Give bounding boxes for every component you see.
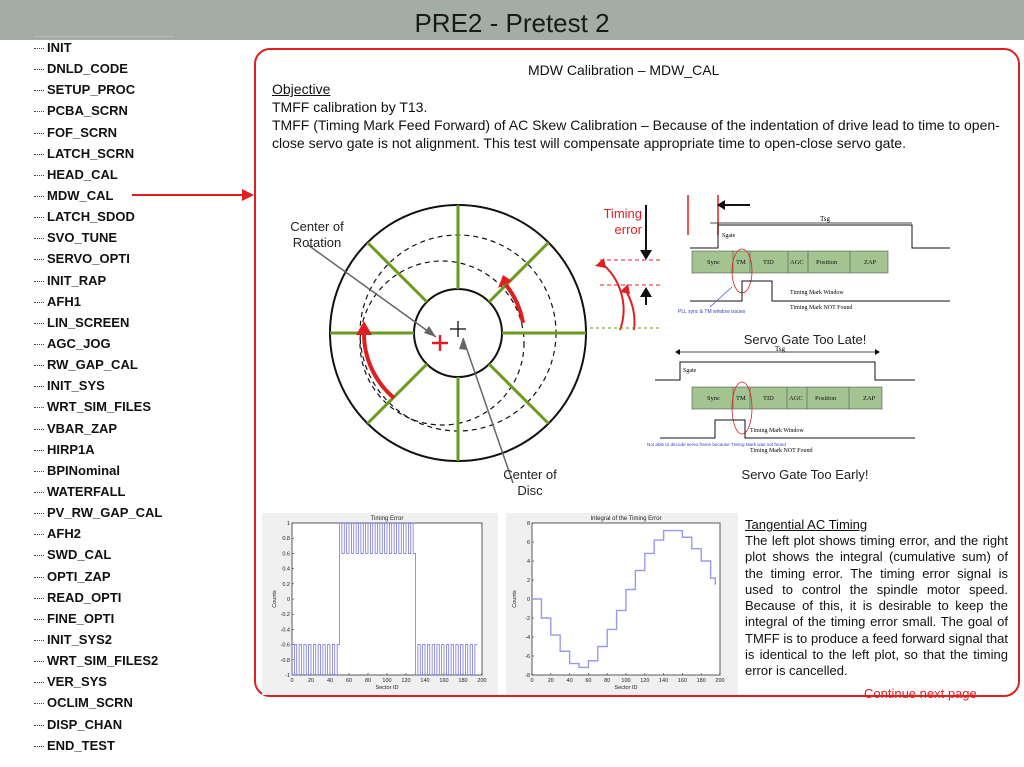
y-tick-label: -0.2 xyxy=(280,612,290,619)
y-tick-label: -4 xyxy=(525,635,530,641)
tree-dots xyxy=(34,598,44,599)
step-item xyxy=(34,502,174,523)
not-found-label: Timing Mark NOT Found xyxy=(750,448,813,454)
sgate-label: Sgate xyxy=(722,233,736,239)
tree-dots xyxy=(34,365,44,366)
step-item xyxy=(34,629,174,650)
x-tick-label: 120 xyxy=(401,678,411,684)
sgate-label: Sgate xyxy=(683,368,697,374)
y-tick-label: -6 xyxy=(525,654,530,660)
y-tick-label: 0.8 xyxy=(282,536,290,543)
label-center-rotation: Center of Rotation xyxy=(290,219,344,250)
tree-dots xyxy=(34,259,44,260)
x-tick-label: 80 xyxy=(604,678,611,684)
step-item xyxy=(34,481,174,502)
y-tick-label: -0.8 xyxy=(280,657,290,664)
step-item xyxy=(34,143,174,164)
tree-dots xyxy=(34,90,44,91)
step-label: INIT_SYS xyxy=(47,378,105,394)
step-item xyxy=(34,248,174,269)
step-item xyxy=(34,79,174,100)
section-heading: MDW Calibration – MDW_CAL xyxy=(528,62,720,78)
x-tick-label: 140 xyxy=(420,678,430,684)
step-label: MDW_CAL xyxy=(47,187,114,203)
field-sync: Sync xyxy=(707,395,720,402)
field-tm: TM xyxy=(736,259,746,266)
x-tick-label: 40 xyxy=(326,678,334,684)
note-label: PLL sync & TM window issues xyxy=(678,309,746,315)
step-item xyxy=(34,122,174,143)
y-tick-label: 0.2 xyxy=(282,581,290,588)
tree-dots xyxy=(34,703,44,704)
step-label: RW_GAP_CAL xyxy=(47,357,138,373)
y-tick-label: 0.6 xyxy=(282,551,290,558)
x-tick-label: 40 xyxy=(566,678,573,684)
tree-dots xyxy=(34,407,44,408)
step-label: PV_RW_GAP_CAL xyxy=(47,505,163,521)
tsg-label: Tsg xyxy=(775,345,786,353)
tree-dots xyxy=(34,429,44,430)
field-position: Position xyxy=(815,395,837,402)
y-tick-label: 0 xyxy=(286,597,290,603)
step-label: WATERFALL xyxy=(47,483,126,499)
step-label: OCLIM_SCRN xyxy=(47,695,133,711)
step-item xyxy=(34,37,174,58)
step-item xyxy=(34,523,174,544)
caption-too-early: Servo Gate Too Early! xyxy=(741,467,869,482)
step-item xyxy=(34,544,174,565)
tsg-label: Tsg xyxy=(820,215,831,223)
field-agc: AGC xyxy=(790,259,804,266)
x-tick-label: 60 xyxy=(585,678,592,684)
step-pointer-arrow xyxy=(130,188,260,202)
waveform-top xyxy=(650,195,1010,325)
y-tick-label: -1 xyxy=(285,673,290,679)
x-tick-label: 180 xyxy=(458,678,468,684)
x-tick-label: 160 xyxy=(677,678,687,684)
window-label: Timing Mark Window xyxy=(750,428,804,434)
field-tm: TM xyxy=(736,395,746,402)
x-tick-label: 200 xyxy=(715,678,725,684)
x-tick-label: 200 xyxy=(477,678,487,684)
step-label: END_TEST xyxy=(47,737,115,753)
step-label: WRT_SIM_FILES2 xyxy=(47,653,159,669)
field-position: Position xyxy=(816,259,838,266)
y-axis-label: Counts xyxy=(512,590,518,608)
chart-title: Integral of the Timing Error xyxy=(590,516,662,522)
step-label: SVO_TUNE xyxy=(47,230,118,246)
step-label: SETUP_PROC xyxy=(47,82,136,98)
tree-dots xyxy=(34,154,44,155)
tree-dots xyxy=(34,217,44,218)
label-timing-error: Timing error xyxy=(603,206,642,237)
x-tick-label: 20 xyxy=(547,678,554,684)
y-tick-label: -2 xyxy=(525,616,530,622)
step-item xyxy=(34,333,174,354)
step-item xyxy=(34,227,174,248)
x-tick-label: 100 xyxy=(382,678,392,684)
step-label: INIT_RAP xyxy=(47,272,107,288)
tree-dots xyxy=(34,450,44,451)
objective-text: TMFF calibration by T13. TMFF (Timing Mark Feed Forward) of AC Skew Calibration – Because of the indentation of drive lead to time to open-close servo gate is not alignment. This test will compensate appropriate time to open-close servo gate. xyxy=(272,99,1000,151)
y-tick-label: -0.4 xyxy=(280,627,290,634)
step-list xyxy=(34,36,174,756)
step-item xyxy=(34,354,174,375)
tree-dots xyxy=(34,682,44,683)
step-label: AGC_JOG xyxy=(47,335,111,351)
step-item xyxy=(34,396,174,417)
tree-dots xyxy=(34,471,44,472)
step-item xyxy=(34,291,174,312)
step-item xyxy=(34,270,174,291)
x-tick-label: 160 xyxy=(439,678,449,684)
y-tick-label: 6 xyxy=(526,540,530,546)
field-tid: TID xyxy=(763,395,774,402)
y-tick-label: 8 xyxy=(526,521,530,527)
y-tick-label: -8 xyxy=(525,673,530,679)
step-item xyxy=(34,587,174,608)
step-label: WRT_SIM_FILES xyxy=(47,399,152,415)
tree-dots xyxy=(34,661,44,662)
field-tid: TID xyxy=(763,259,774,266)
tree-dots xyxy=(34,111,44,112)
tree-dots xyxy=(34,746,44,747)
integral-plot xyxy=(506,513,738,695)
step-item xyxy=(34,714,174,735)
step-label: AFH2 xyxy=(47,526,81,542)
step-label: SWD_CAL xyxy=(47,547,112,563)
tree-dots xyxy=(34,492,44,493)
tree-dots xyxy=(34,69,44,70)
step-label: PCBA_SCRN xyxy=(47,103,128,119)
step-item xyxy=(34,608,174,629)
step-label: READ_OPTI xyxy=(47,589,122,605)
step-label: INIT xyxy=(47,40,72,55)
x-axis-label: Sector ID xyxy=(614,685,638,691)
x-axis-label: Sector ID xyxy=(375,685,399,691)
x-tick-label: 80 xyxy=(364,678,372,684)
label-center-disc: Center of Disc xyxy=(503,467,557,498)
field-zap: ZAP xyxy=(863,395,876,402)
step-label: HEAD_CAL xyxy=(47,166,118,182)
tree-dots xyxy=(34,196,44,197)
y-tick-label: 1 xyxy=(286,521,290,527)
y-tick-label: 4 xyxy=(526,559,530,565)
step-label: AFH1 xyxy=(47,293,81,309)
tree-dots xyxy=(34,323,44,324)
step-label: OPTI_ZAP xyxy=(47,568,111,584)
field-sync: Sync xyxy=(707,259,720,266)
step-item xyxy=(34,650,174,671)
tree-dots xyxy=(34,48,44,49)
step-label: VBAR_ZAP xyxy=(47,420,118,436)
step-label: LATCH_SDOD xyxy=(47,209,135,225)
field-zap: ZAP xyxy=(864,259,877,266)
waveform-bottom xyxy=(625,345,1010,468)
step-item xyxy=(34,164,174,185)
tree-dots xyxy=(34,640,44,641)
disc-diagram xyxy=(318,193,588,463)
tree-dots xyxy=(34,386,44,387)
tree-dots xyxy=(34,175,44,176)
tangential-text: The left plot shows timing error, and the right plot shows the integral (cumulative sum) of the timing error. The timing error signal is used to control the spindle motor speed. Because of this, it is desirable to keep the integral of the timing error small. The goal of TMFF is to produce a feed forward signal that is identical to the left plot, so that the timing error is cancelled. xyxy=(745,533,1008,679)
step-label: SERVO_OPTI xyxy=(47,251,130,267)
step-label: FINE_OPTI xyxy=(47,610,115,626)
tree-dots xyxy=(34,619,44,620)
step-item xyxy=(34,460,174,481)
objective-label: Objective xyxy=(272,81,331,97)
window-label: Timing Mark Window xyxy=(790,290,844,296)
tree-dots xyxy=(34,577,44,578)
step-label: DISP_CHAN xyxy=(47,716,123,732)
step-label: LIN_SCREEN xyxy=(47,314,130,330)
timing-error-plot xyxy=(262,513,498,695)
tree-dots xyxy=(34,238,44,239)
field-agc: AGC xyxy=(789,395,803,402)
caption-too-late: Servo Gate Too Late! xyxy=(743,332,867,347)
y-tick-label: 2 xyxy=(526,578,530,584)
step-label: LATCH_SCRN xyxy=(47,145,135,161)
step-item xyxy=(34,418,174,439)
tree-dots xyxy=(34,725,44,726)
x-tick-label: 60 xyxy=(345,678,353,684)
continue-link[interactable]: Continue next page xyxy=(864,686,977,701)
step-item xyxy=(34,439,174,460)
x-tick-label: 100 xyxy=(621,678,631,684)
note-label: Not able to decode servo frame because Timing Mark was not found xyxy=(647,442,786,447)
tangential-heading: Tangential AC Timing xyxy=(745,517,868,532)
step-item xyxy=(34,671,174,692)
step-item xyxy=(34,692,174,713)
step-item xyxy=(34,100,174,121)
tree-dots xyxy=(34,281,44,282)
step-item xyxy=(34,735,174,756)
x-tick-label: 120 xyxy=(640,678,650,684)
tree-dots xyxy=(34,344,44,345)
y-axis-label: Counts xyxy=(272,590,278,608)
tree-dots xyxy=(34,133,44,134)
step-label: FOF_SCRN xyxy=(47,124,118,140)
step-item xyxy=(34,312,174,333)
page-title: PRE2 - Pretest 2 xyxy=(414,8,610,38)
step-item xyxy=(34,58,174,79)
step-item xyxy=(34,566,174,587)
step-label: VER_SYS xyxy=(47,674,107,690)
step-label: HIRP1A xyxy=(47,441,95,457)
chart-title: Timing Error xyxy=(370,516,404,522)
step-item xyxy=(34,375,174,396)
x-tick-label: 180 xyxy=(696,678,706,684)
y-tick-label: 0 xyxy=(526,597,530,603)
tree-dots xyxy=(34,555,44,556)
x-tick-label: 140 xyxy=(659,678,669,684)
not-found-label: Timing Mark NOT Found xyxy=(790,305,853,311)
step-label: DNLD_CODE xyxy=(47,61,128,77)
y-tick-label: 0.4 xyxy=(282,566,290,573)
y-tick-label: -0.6 xyxy=(280,642,290,649)
step-item xyxy=(34,206,174,227)
x-tick-label: 0 xyxy=(290,678,294,684)
step-label: INIT_SYS2 xyxy=(47,631,113,647)
tree-dots xyxy=(34,534,44,535)
x-tick-label: 20 xyxy=(307,678,315,684)
tree-dots xyxy=(34,513,44,514)
x-tick-label: 0 xyxy=(530,678,534,684)
step-label: BPINominal xyxy=(47,462,120,478)
tree-dots xyxy=(34,302,44,303)
